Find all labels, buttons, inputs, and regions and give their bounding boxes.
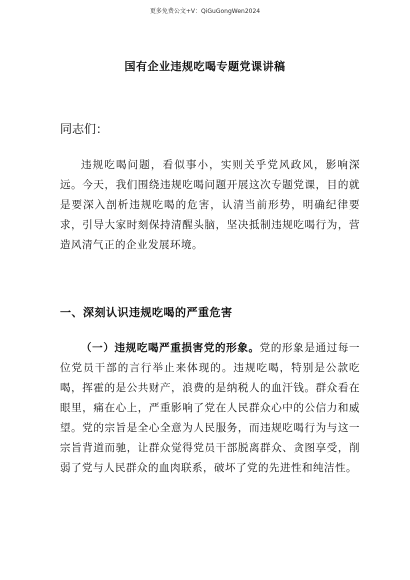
header-note: 更多免费公文+V：QiGuGongWen2024 xyxy=(149,8,261,15)
salutation: 同志们： xyxy=(60,122,109,136)
document-title: 国有企业违规吃喝专题党课讲稿 xyxy=(124,60,286,73)
subsection-paragraph xyxy=(60,338,360,478)
intro-block xyxy=(60,155,360,255)
intro-paragraph: 违规吃喝问题，看似事小，实则关乎党风政风，影响深远。今天，我们围绕违规吃喝问题开展这次专题党课，目的就是要深入剖析违规吃喝的危害，认清当前形势，明确纪律要求，引导大家时刻保持清醒头脑，坚决抵制违规吃喝行为，营造风清气正的企业发展环境。 xyxy=(60,159,360,251)
subsection-body: 党的形象是通过每一位党员干部的言行举止来体现的。违规吃喝，特别是公款吃喝，挥霍的是公共财产，浪费的是纳税人的血汗钱。群众看在眼里，痛在心上，严重影响了党在人民群众心中的公信力和威望。党的宗旨是全心全意为人民服务，而违规吃喝行为与这一宗旨背道而驰，让群众觉得党员干部脱离群众、贪图享受，削弱了党与人民群众的血肉联系，破坏了党的先进性和纯洁性。 xyxy=(60,342,361,474)
subsection-block xyxy=(60,338,360,478)
section-heading: 一、深刻认识违规吃喝的严重危害 xyxy=(60,306,233,319)
subsection-heading: （一）违规吃喝严重损害党的形象。 xyxy=(81,342,260,354)
